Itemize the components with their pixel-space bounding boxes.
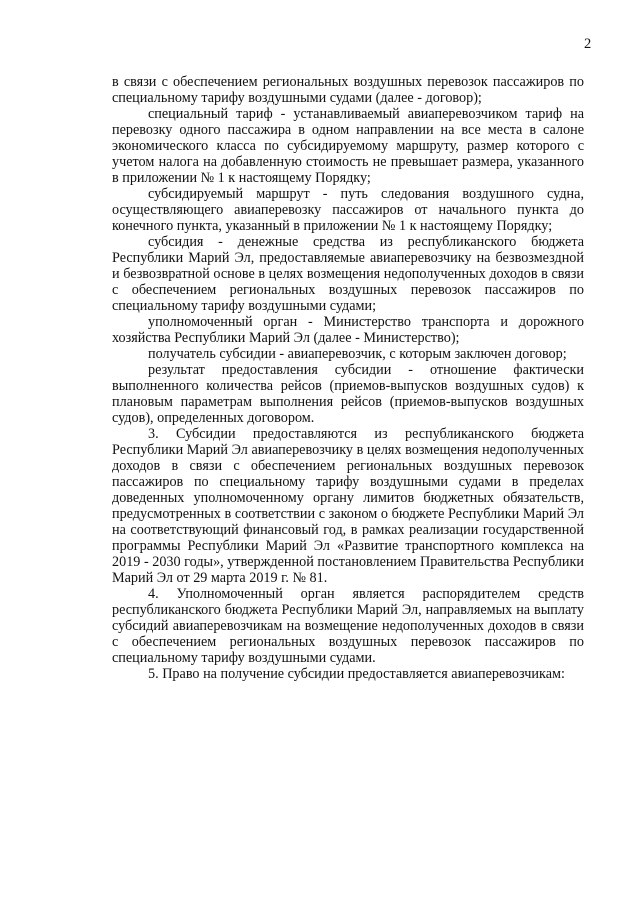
document-body bbox=[112, 74, 584, 682]
paragraph-authorized-body: уполномоченный орган - Министерство транспорта и дорожного хозяйства Республики Марий Эл (далее - Министерство); bbox=[112, 314, 584, 346]
paragraph-clause-5: 5. Право на получение субсидии предоставляется авиаперевозчикам: bbox=[148, 666, 565, 682]
paragraph-clause-4: 4. Уполномоченный орган является распорядителем средств республиканского бюджета Республики Марий Эл, направляемых на выплату субсидий авиаперевозчикам на возмещение недополученных доходов в связи с обеспечением региональных воздушных перевозок пассажиров по специальному тарифу воздушными судами. bbox=[112, 586, 584, 666]
paragraph-agreement-continuation: в связи с обеспечением региональных воздушных перевозок пассажиров по специальному тарифу воздушными судами (далее - договор); bbox=[112, 74, 584, 106]
paragraph-result: результат предоставления субсидии - отношение фактически выполненного количества рейсов (приемов-выпусков воздушных судов) к плановым параметрам выполнения рейсов (приемов-выпусков воздушных судов), определенных договором. bbox=[112, 362, 584, 426]
paragraph-subsidy: субсидия - денежные средства из республиканского бюджета Республики Марий Эл, предоставляемые авиаперевозчику на безвозмездной и безвозвратной основе в целях возмещения недополученных доходов в связи с обеспечением региональных воздушных перевозок пассажиров по специальному тарифу воздушными судами; bbox=[112, 234, 584, 314]
paragraph-special-tariff: специальный тариф - устанавливаемый авиаперевозчиком тариф на перевозку одного пассажира в одном направлении на все места в салоне экономического класса по субсидируемому маршруту, размер которого с учетом налога на добавленную стоимость не превышает размера, указанного в приложении № 1 к настоящему Порядку; bbox=[112, 106, 584, 186]
paragraph-clause-3: 3. Субсидии предоставляются из республиканского бюджета Республики Марий Эл авиаперевозчику в целях возмещения недополученных доходов в связи с обеспечением региональных воздушных перевозок пассажиров по специальному тарифу воздушными судами в пределах доведенных уполномоченному органу лимитов бюджетных обязательств, предусмотренных в соответствии с законом о бюджете Республики Марий Эл на соответствующий финансовый год, в рамках реализации государственной программы Республики Марий Эл «Развитие транспортного комплекса на 2019 - 2030 годы», утвержденной постановлением Правительства Республики Марий Эл от 29 марта 2019 г. № 81. bbox=[112, 426, 584, 586]
paragraph-recipient: получатель субсидии - авиаперевозчик, с которым заключен договор; bbox=[148, 346, 567, 362]
page-number: 2 bbox=[584, 36, 592, 52]
paragraph-subsidized-route: субсидируемый маршрут - путь следования воздушного судна, осуществляющего авиаперевозку пассажиров от начального пункта до конечного пункта, указанный в приложении № 1 к настоящему Порядку; bbox=[112, 186, 584, 234]
